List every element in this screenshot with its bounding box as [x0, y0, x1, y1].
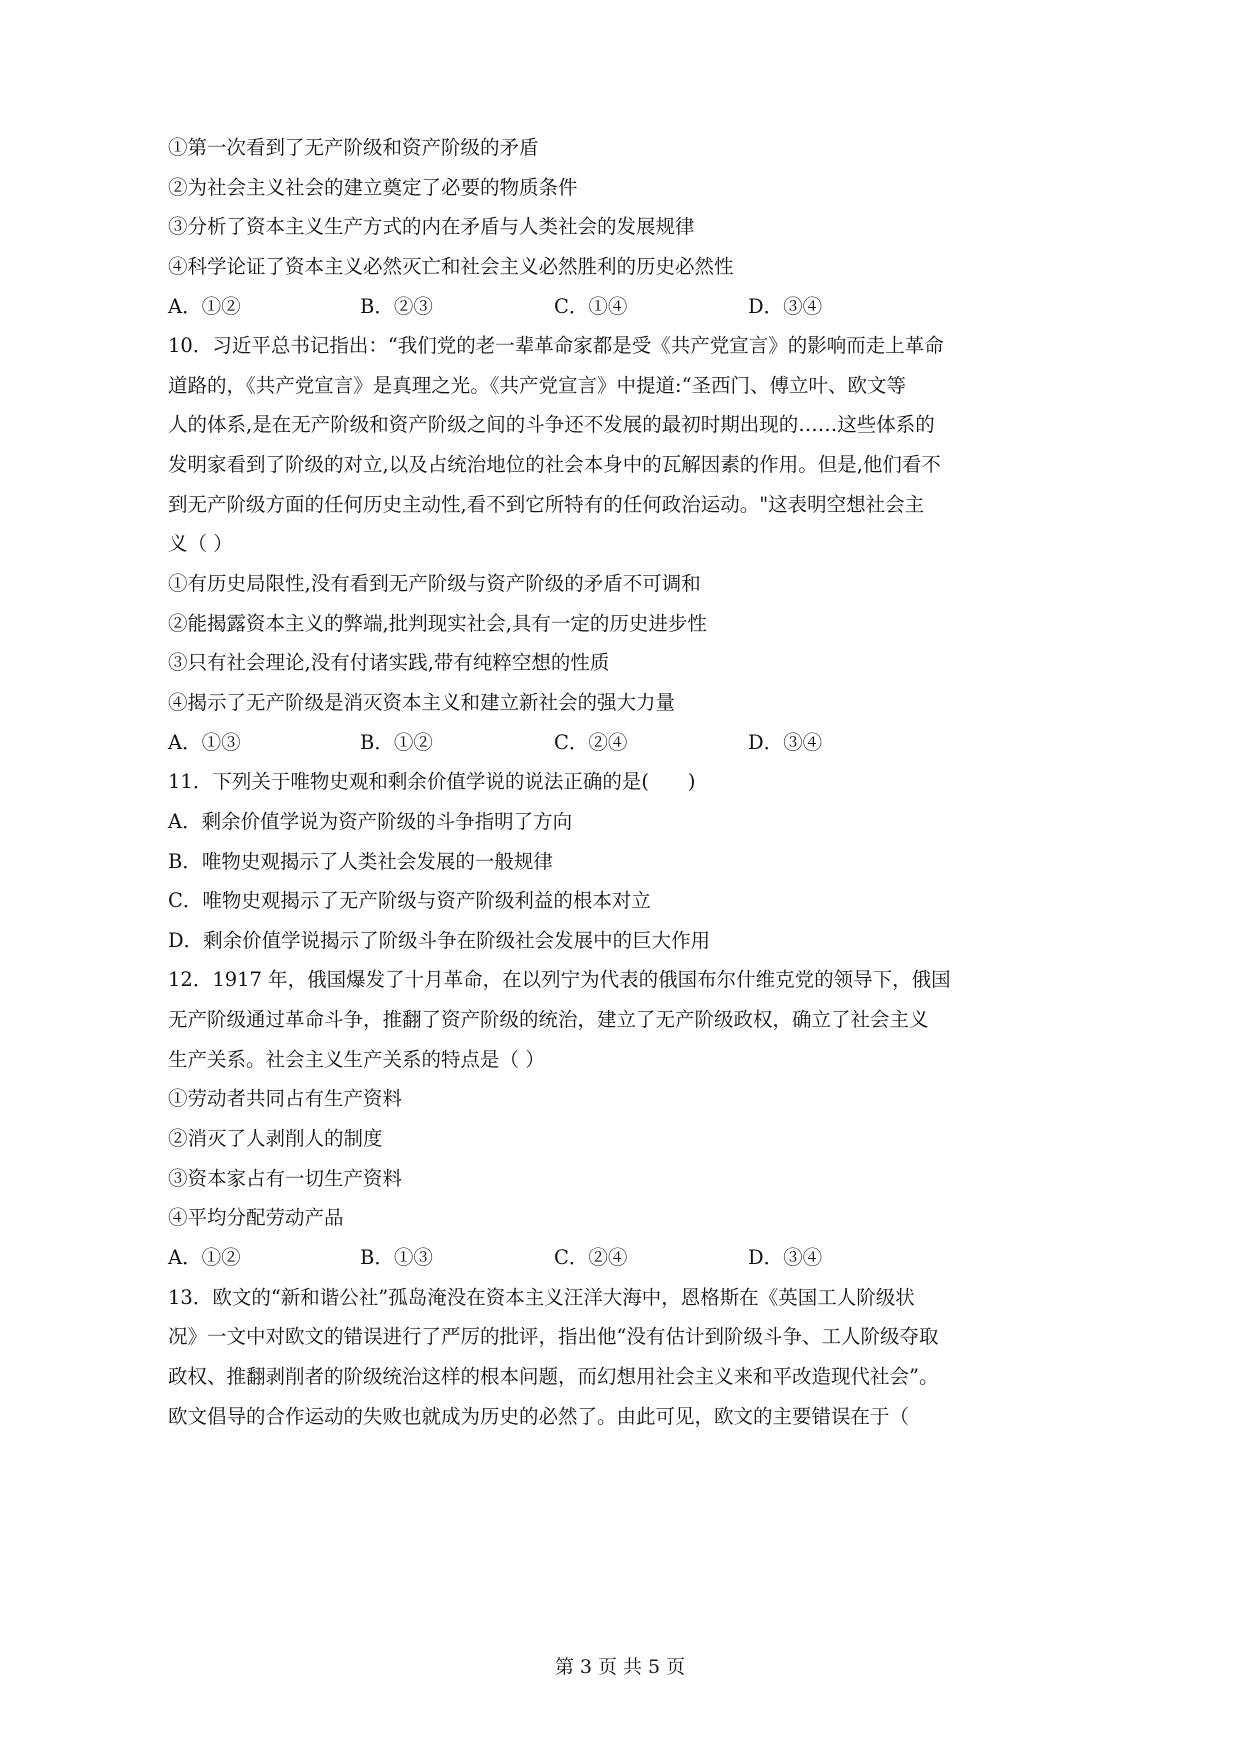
- statement: ②为社会主义社会的建立奠定了必要的物质条件: [168, 175, 578, 199]
- option-a: A．①②: [168, 294, 241, 318]
- question-stem-line: 生产关系。社会主义生产关系的特点是（ ）: [168, 1047, 545, 1071]
- question-10: [168, 326, 942, 762]
- answer-options: [168, 723, 942, 763]
- statement: ③只有社会理论,没有付诸实践,带有纯粹空想的性质: [168, 651, 610, 675]
- option-d: D．③④: [748, 730, 823, 754]
- question-stem-line: 到无产阶级方面的任何历史主动性,看不到它所特有的任何政治运动。"这表明空想社会主: [168, 492, 925, 516]
- question-9-tail: [168, 128, 942, 326]
- statement: ①劳动者共同占有生产资料: [168, 1087, 403, 1111]
- choice-b: B．唯物史观揭示了人类社会发展的一般规律: [168, 849, 553, 873]
- option-c: C．②④: [554, 1245, 628, 1269]
- option-d: D．③④: [748, 294, 823, 318]
- question-stem-line: 无产阶级通过革命斗争，推翻了资产阶级的统治，建立了无产阶级政权，确立了社会主义: [168, 1008, 929, 1032]
- question-13: [168, 1278, 942, 1437]
- statement: ④科学论证了资本主义必然灭亡和社会主义必然胜利的历史必然性: [168, 254, 734, 278]
- statement: ③资本家占有一切生产资料: [168, 1166, 403, 1190]
- statement: ②能揭露资本主义的弊端,批判现实社会,具有一定的历史进步性: [168, 611, 707, 635]
- choice-d: D．剩余价值学说揭示了阶级斗争在阶级社会发展中的巨大作用: [168, 928, 711, 952]
- choice-a: A．剩余价值学说为资产阶级的斗争指明了方向: [168, 809, 573, 833]
- page-content: [168, 128, 951, 1436]
- question-stem-line: 政权、推翻剥削者的阶级统治这样的根本问题，而幻想用社会主义来和平改造现代社会”。: [168, 1364, 939, 1388]
- question-stem-line: 13．欧文的“新和谐公社”孤岛淹没在资本主义汪洋大海中，恩格斯在《英国工人阶级状: [168, 1285, 915, 1309]
- statement: ①第一次看到了无产阶级和资产阶级的矛盾: [168, 136, 539, 159]
- answer-options: [168, 287, 942, 327]
- option-a: A．①③: [168, 730, 241, 754]
- question-stem-line: 12．1917 年，俄国爆发了十月革命，在以列宁为代表的俄国布尔什维克党的领导下，俄国: [168, 968, 951, 992]
- option-b: B．①③: [360, 1245, 433, 1269]
- choice-c: C．唯物史观揭示了无产阶级与资产阶级利益的根本对立: [168, 889, 651, 913]
- option-c: C．①④: [554, 294, 628, 318]
- question-stem-line: 发明家看到了阶级的对立,以及占统治地位的社会本身中的瓦解因素的作用。但是,他们看不: [168, 453, 941, 477]
- answer-options: [168, 1238, 942, 1278]
- question-stem-line: 人的体系,是在无产阶级和资产阶级之间的斗争还不发展的最初时期出现的……这些体系的: [168, 413, 935, 437]
- question-stem-line: 道路的，《共产党宣言》是真理之光。《共产党宣言》中提道:“圣西门、傅立叶、欧文等: [168, 373, 907, 397]
- question-stem-line: 11．下列关于唯物史观和剩余价值学说的说法正确的是( ): [168, 770, 696, 794]
- option-c: C．②④: [554, 730, 628, 754]
- statement: ②消灭了人剥削人的制度: [168, 1127, 383, 1151]
- question-12: [168, 960, 951, 1277]
- statement: ③分析了资本主义生产方式的内在矛盾与人类社会的发展规律: [168, 215, 695, 239]
- option-b: B．①②: [360, 730, 433, 754]
- question-stem-line: 10．习近平总书记指出：“我们党的老一辈革命家都是受《共产党宣言》的影响而走上革命: [168, 334, 944, 358]
- question-11: [168, 762, 942, 960]
- question-stem-line: 欧文倡导的合作运动的失败也就成为历史的必然了。由此可见，欧文的主要错误在于（: [168, 1404, 910, 1428]
- statement: ④平均分配劳动产品: [168, 1206, 344, 1230]
- question-stem-line: 义（ ）: [168, 532, 233, 556]
- page-number-footer: 第 3 页 共 5 页: [554, 1656, 686, 1678]
- statement: ①有历史局限性,没有看到无产阶级与资产阶级的矛盾不可调和: [168, 572, 701, 596]
- option-d: D．③④: [748, 1245, 823, 1269]
- option-b: B．②③: [360, 294, 433, 318]
- statement: ④揭示了无产阶级是消灭资本主义和建立新社会的强大力量: [168, 690, 676, 714]
- option-a: A．①②: [168, 1245, 241, 1269]
- question-stem-line: 况》一文中对欧文的错误进行了严厉的批评，指出他“没有估计到阶级斗争、工人阶级夺取: [168, 1325, 939, 1349]
